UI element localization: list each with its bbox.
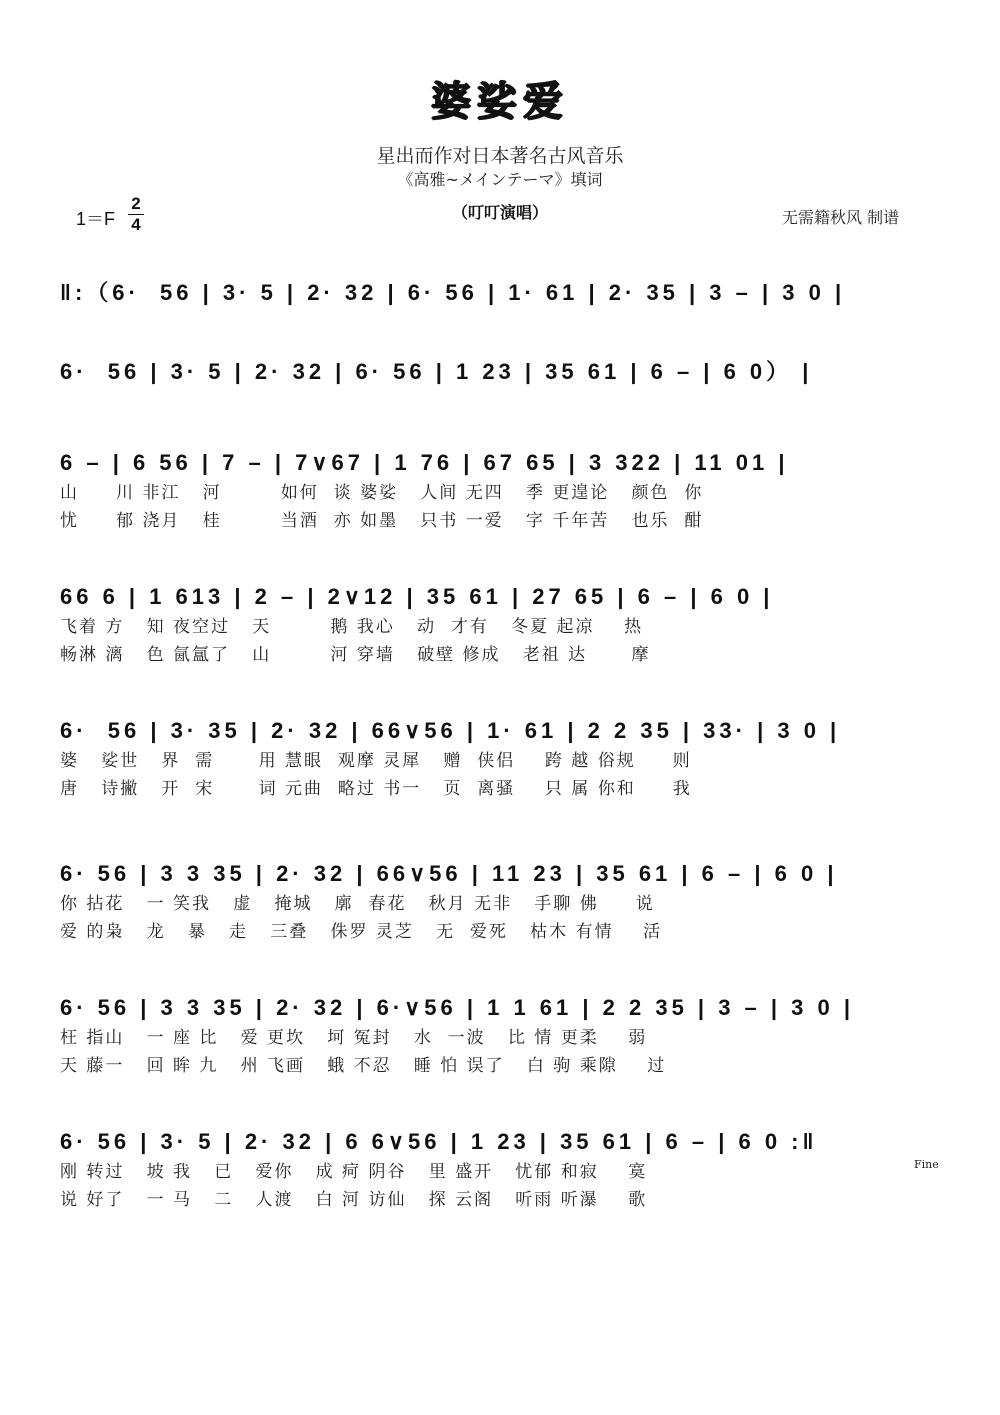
score-line-5: [60, 715, 930, 803]
song-title: 婆娑爱: [431, 79, 569, 125]
lyric-verse-2: 说 好了 一 马 二 人渡 白 河 访仙 探 云阁 听雨 听瀑 歌: [60, 1190, 648, 1210]
score-line-7: [60, 992, 930, 1080]
notation-row: 6· 56 | 3· 5 | 2· 32 | 6 6∨56 | 1 23 | 35 61 | 6 – | 6 0 :‖: [60, 1129, 818, 1154]
lyric-verse-2: 爱 的枭 龙 暴 走 三叠 侏罗 灵芝 无 爱死 枯木 有情 活: [60, 922, 663, 942]
subtitle-lyrics-credit: 《高雅~メインテーマ》填词: [397, 170, 603, 189]
lyric-verse-2: 天 藤一 回 眸 九 州 飞画 蛾 不忍 睡 怕 误了 白 驹 乘隙 过: [60, 1056, 667, 1076]
lyric-verse-2: [60, 416, 930, 444]
lyric-verse-2: 畅淋 漓 色 氤氲了 山 河 穿墙 破壁 修成 老祖 达 摩: [60, 645, 651, 665]
lyric-verse-1: [60, 309, 930, 337]
lyric-verse-2: 忧 郁 浇月 桂 当酒 亦 如墨 只书 一爱 字 千年苦 也乐 酣: [60, 511, 704, 531]
notation-row: 6· 56 | 3 3 35 | 2· 32 | 6·∨56 | 1 1 61 | 2 2 35 | 3 – | 3 0 |: [60, 995, 855, 1020]
singer-credit: （叮叮演唱）: [451, 203, 548, 222]
lyric-verse-1: 枉 指山 一 座 比 爱 更坎 坷 冤封 水 一波 比 情 更柔 弱: [60, 1028, 648, 1048]
time-signature: [128, 194, 144, 235]
score-line-3: [60, 447, 930, 535]
arranger-credit: 无需籍秋风 制谱: [782, 208, 900, 227]
notation-row: 6· 56 | 3· 35 | 2· 32 | 66∨56 | 1· 61 | 2 2 35 | 33· | 3 0 |: [60, 718, 841, 743]
key-signature: 1＝F: [76, 209, 116, 229]
lyric-verse-1: 婆 娑世 界 需 用 慧眼 观摩 灵犀 赠 侠侣 跨 越 俗规 则: [60, 751, 692, 771]
lyric-verse-1: [60, 388, 930, 416]
score-line-1: [60, 277, 930, 365]
notation-row: ‖:（6· 56 | 3· 5 | 2· 32 | 6· 56 | 1· 61 | 2· 35 | 3 – | 3 0 |: [60, 280, 846, 305]
lyric-verse-1: 刚 转过 坡 我 已 爱你 成 疴 阴谷 里 盛开 忧郁 和寂 寞: [60, 1162, 648, 1182]
notation-row: 66 6 | 1 613 | 2 – | 2∨12 | 35 61 | 27 65 | 6 – | 6 0 |: [60, 584, 774, 609]
time-signature-bottom: 4: [128, 214, 144, 235]
notation-row: 6· 56 | 3 3 35 | 2· 32 | 66∨56 | 11 23 | 35 61 | 6 – | 6 0 |: [60, 861, 838, 886]
fine-marking: Fine: [914, 1158, 939, 1171]
lyric-verse-1: 山 川 非江 河 如何 谈 婆娑 人间 无四 季 更遑论 颜色 你: [60, 483, 704, 503]
notation-row: 6· 56 | 3· 5 | 2· 32 | 6· 56 | 1 23 | 35 61 | 6 – | 6 0） |: [60, 359, 813, 384]
score-line-4: [60, 581, 930, 669]
score-line-6: [60, 858, 930, 946]
score-line-8: [60, 1126, 930, 1214]
score-line-2: [60, 356, 930, 444]
lyric-verse-1: 飞着 方 知 夜空过 天 鹅 我心 动 才有 冬夏 起凉 热: [60, 617, 644, 637]
lyric-verse-1: 你 拈花 一 笑我 虚 掩城 廓 春花 秋月 无非 手聊 佛 说: [60, 894, 655, 914]
time-signature-top: 2: [131, 194, 141, 213]
lyric-verse-2: 唐 诗撇 开 宋 词 元曲 略过 书一 页 离骚 只 属 你和 我: [60, 779, 692, 799]
notation-row: 6 – | 6 56 | 7 – | 7∨67 | 1 76 | 67 65 | 3 322 | 11 01 |: [60, 450, 789, 475]
subtitle-origin: 星出而作对日本著名古风音乐: [376, 145, 624, 167]
